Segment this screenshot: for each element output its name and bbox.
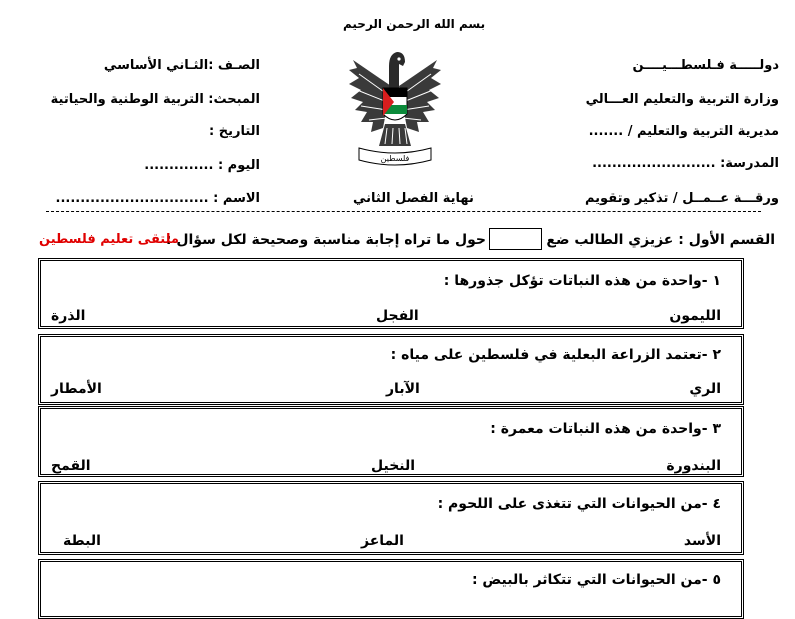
question-text: ٣ -واحدة من هذه النباتات معمرة :	[490, 421, 721, 437]
header-divider	[46, 211, 761, 212]
option-a[interactable]: الأسد	[683, 533, 721, 549]
directorate-field: مديرية التربية والتعليم / .......	[588, 124, 779, 139]
state-name: دولـــــة فـلسطـــيــــن	[632, 58, 779, 73]
option-b[interactable]: الآبار	[386, 381, 420, 397]
question-text: ٤ -من الحيوانات التي تتغذى على اللحوم :	[437, 496, 721, 512]
section-title-part1: القسم الأول : عزيزي الطالب ضع	[546, 232, 775, 248]
option-c[interactable]: البطة	[63, 533, 101, 549]
ministry-name: وزارة التربية والتعليم العـــالي	[585, 92, 779, 107]
school-field: المدرسة: .........................	[592, 156, 779, 171]
student-name-field: الاسم : ...............................	[55, 191, 260, 206]
grade-field: الصـف :الثـاني الأساسي	[103, 58, 260, 73]
question-box-1	[38, 258, 744, 329]
option-c[interactable]: القمح	[51, 458, 91, 474]
section-title-part2: حول ما تراه إجابة مناسبة وصحيحة لكل سؤال :	[165, 232, 486, 248]
option-b[interactable]: الفجل	[376, 308, 419, 324]
answer-mark-box	[489, 228, 542, 250]
question-box-3	[38, 406, 744, 477]
question-text: ١ -واحدة من هذه النباتات تؤكل جذورها :	[443, 273, 721, 289]
forum-name: ملتقى تعليم فلسطين	[39, 232, 179, 247]
option-c[interactable]: الأمطار	[51, 381, 102, 397]
basmala: بسم الله الرحمن الرحيم	[343, 17, 486, 31]
option-a[interactable]: الليمون	[669, 308, 721, 324]
question-box-4	[38, 481, 744, 555]
option-a[interactable]: الري	[689, 381, 721, 397]
emblem-scroll-text: فلسطين	[380, 154, 410, 163]
question-box-2	[38, 334, 744, 405]
question-text: ٥ -من الحيوانات التي تتكاثر بالبيض :	[471, 572, 721, 588]
palestine-emblem	[347, 44, 443, 174]
sheet-type: ورقـــة عــمــل / تذكير وتقويم	[584, 191, 779, 206]
option-b[interactable]: الماعز	[361, 533, 404, 549]
day-field: اليوم : ..............	[144, 158, 260, 173]
question-text: ٢ -تعتمد الزراعة البعلية في فلسطين على مياه :	[390, 347, 721, 363]
question-box-5	[38, 559, 744, 619]
term-label: نهاية الفصل الثاني	[353, 191, 474, 206]
option-c[interactable]: الذرة	[51, 308, 86, 324]
subject-field: المبحث: التربية الوطنية والحياتية	[50, 92, 260, 107]
option-a[interactable]: البندورة	[666, 458, 721, 474]
date-field: التاريخ :	[209, 124, 260, 139]
option-b[interactable]: النخيل	[371, 458, 416, 474]
